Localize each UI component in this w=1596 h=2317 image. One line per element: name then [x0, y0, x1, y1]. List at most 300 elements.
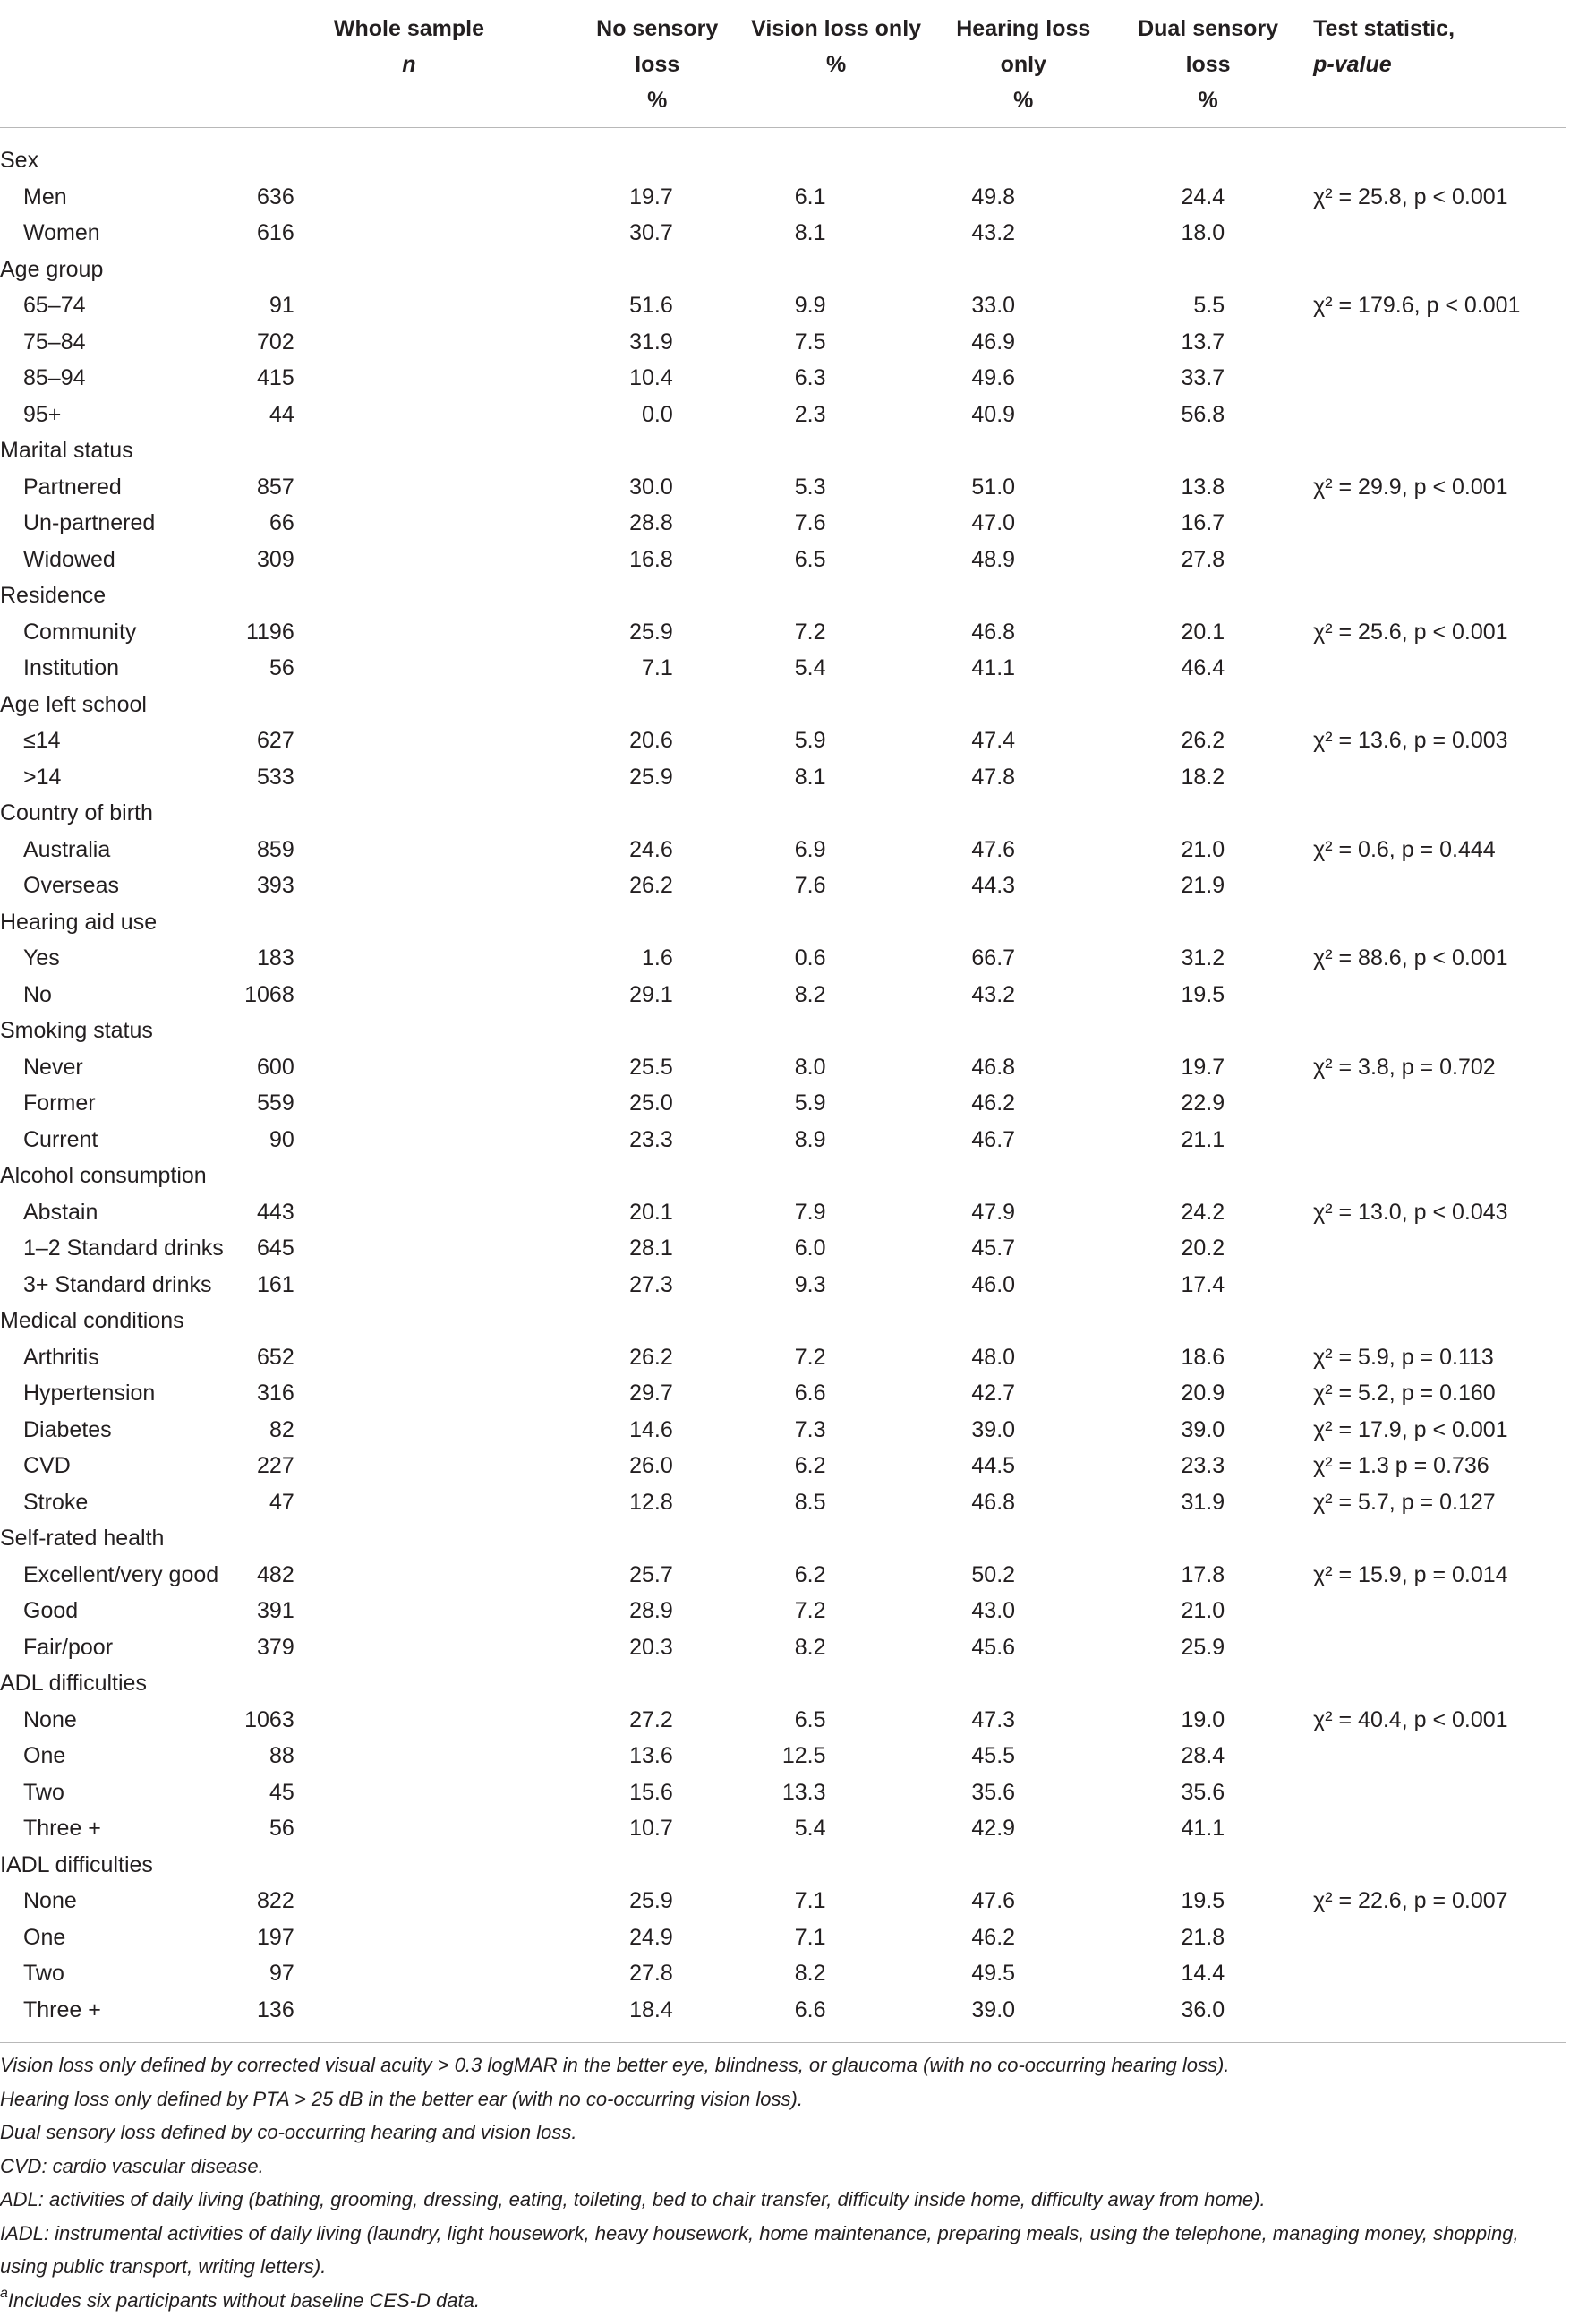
cell-vision-loss-only: 7.2 — [741, 1593, 932, 1629]
cell-dual-sensory-loss: 19.0 — [1115, 1702, 1301, 1739]
row-label: ≤14 — [0, 722, 244, 759]
cell-no-sensory-loss: 31.9 — [574, 324, 741, 361]
cell-dual-sensory-loss: 18.0 — [1115, 215, 1301, 252]
row-label: One — [0, 1919, 244, 1956]
cell-vision-loss-only: 7.6 — [741, 505, 932, 542]
table-row — [0, 1049, 1566, 1086]
cell-no-sensory-loss: 24.9 — [574, 1919, 741, 1956]
cell-dual-sensory-loss: 36.0 — [1115, 1992, 1301, 2043]
group-label: IADL difficulties — [0, 1847, 1566, 1884]
cell-dual-sensory-loss: 20.1 — [1115, 614, 1301, 651]
cell-dual-sensory-loss: 22.9 — [1115, 1085, 1301, 1122]
cell-vision-loss-only: 7.2 — [741, 1339, 932, 1376]
cell-test-statistic: χ² = 29.9, p < 0.001 — [1301, 469, 1566, 506]
table-row — [0, 722, 1566, 759]
cell-dual-sensory-loss: 18.2 — [1115, 759, 1301, 796]
cell-hearing-loss-only: 35.6 — [931, 1774, 1115, 1811]
table-row — [0, 1883, 1566, 1919]
cell-vision-loss-only: 7.9 — [741, 1194, 932, 1231]
cell-no-sensory-loss: 16.8 — [574, 542, 741, 578]
header-label — [0, 0, 244, 128]
cell-test-statistic: χ² = 17.9, p < 0.001 — [1301, 1412, 1566, 1449]
cell-test-statistic: χ² = 5.7, p = 0.127 — [1301, 1484, 1566, 1521]
table-row — [0, 397, 1566, 433]
cell-hearing-loss-only: 45.7 — [931, 1230, 1115, 1267]
cell-hearing-loss-only: 49.8 — [931, 179, 1115, 216]
group-label: Age left school — [0, 687, 1566, 723]
cell-no-sensory-loss: 27.8 — [574, 1955, 741, 1992]
table-row — [0, 1810, 1566, 1847]
footnote — [0, 2150, 1566, 2184]
cell-test-statistic: χ² = 22.6, p = 0.007 — [1301, 1883, 1566, 1919]
table-row — [0, 505, 1566, 542]
cell-dual-sensory-loss: 18.6 — [1115, 1339, 1301, 1376]
cell-vision-loss-only: 6.3 — [741, 360, 932, 397]
table-row — [0, 1738, 1566, 1774]
cell-vision-loss-only: 0.6 — [741, 940, 932, 977]
cell-dual-sensory-loss: 21.0 — [1115, 832, 1301, 868]
cell-dual-sensory-loss: 31.9 — [1115, 1484, 1301, 1521]
table-row — [0, 1230, 1566, 1267]
cell-test-statistic: χ² = 15.9, p = 0.014 — [1301, 1557, 1566, 1594]
cell-whole-sample: 136 — [244, 1992, 574, 2043]
cell-vision-loss-only: 7.1 — [741, 1883, 932, 1919]
row-label: Three + — [0, 1992, 244, 2043]
cell-dual-sensory-loss: 19.5 — [1115, 977, 1301, 1013]
row-label: None — [0, 1883, 244, 1919]
cell-test-statistic — [1301, 1810, 1566, 1847]
cell-hearing-loss-only: 46.2 — [931, 1085, 1115, 1122]
cell-vision-loss-only: 7.6 — [741, 868, 932, 904]
cell-whole-sample: 56 — [244, 650, 574, 687]
footnote-text: CVD: cardio vascular disease. — [0, 2155, 264, 2177]
cell-vision-loss-only: 7.3 — [741, 1412, 932, 1449]
cell-no-sensory-loss: 14.6 — [574, 1412, 741, 1449]
cell-test-statistic — [1301, 1738, 1566, 1774]
cell-vision-loss-only: 9.9 — [741, 287, 932, 324]
cell-dual-sensory-loss: 21.0 — [1115, 1593, 1301, 1629]
cell-whole-sample: 533 — [244, 759, 574, 796]
cell-no-sensory-loss: 20.3 — [574, 1629, 741, 1666]
cell-hearing-loss-only: 41.1 — [931, 650, 1115, 687]
cell-dual-sensory-loss: 17.4 — [1115, 1267, 1301, 1304]
cell-hearing-loss-only: 46.7 — [931, 1122, 1115, 1158]
row-label: 3+ Standard drinks — [0, 1267, 244, 1304]
group-row — [0, 1013, 1566, 1049]
cell-hearing-loss-only: 33.0 — [931, 287, 1115, 324]
cell-whole-sample: 88 — [244, 1738, 574, 1774]
header-hearing-loss-only: Hearing loss only % — [931, 0, 1115, 128]
cell-no-sensory-loss: 27.2 — [574, 1702, 741, 1739]
cell-no-sensory-loss: 10.4 — [574, 360, 741, 397]
footnotes — [0, 2048, 1566, 2317]
cell-test-statistic: χ² = 3.8, p = 0.702 — [1301, 1049, 1566, 1086]
cell-test-statistic — [1301, 977, 1566, 1013]
table-row — [0, 1593, 1566, 1629]
table-row — [0, 1955, 1566, 1992]
group-label: ADL difficulties — [0, 1665, 1566, 1702]
cell-test-statistic — [1301, 1774, 1566, 1811]
cell-no-sensory-loss: 15.6 — [574, 1774, 741, 1811]
cell-whole-sample: 379 — [244, 1629, 574, 1666]
row-label: Two — [0, 1955, 244, 1992]
cell-vision-loss-only: 6.2 — [741, 1557, 932, 1594]
cell-dual-sensory-loss: 28.4 — [1115, 1738, 1301, 1774]
cell-test-statistic — [1301, 397, 1566, 433]
table-row — [0, 1339, 1566, 1376]
cell-no-sensory-loss: 30.0 — [574, 469, 741, 506]
cell-dual-sensory-loss: 35.6 — [1115, 1774, 1301, 1811]
cell-no-sensory-loss: 0.0 — [574, 397, 741, 433]
cell-whole-sample: 857 — [244, 469, 574, 506]
footnote-text: ADL: activities of daily living (bathing, grooming, dressing, eating, toileting, bed to chair transfer, difficulty inside home, difficulty away from home). — [0, 2188, 1266, 2210]
row-label: 65–74 — [0, 287, 244, 324]
cell-no-sensory-loss: 28.1 — [574, 1230, 741, 1267]
cell-dual-sensory-loss: 13.8 — [1115, 469, 1301, 506]
group-label: Country of birth — [0, 795, 1566, 832]
cell-no-sensory-loss: 20.1 — [574, 1194, 741, 1231]
table-row — [0, 1122, 1566, 1158]
table-row — [0, 614, 1566, 651]
cell-test-statistic: χ² = 13.0, p < 0.043 — [1301, 1194, 1566, 1231]
cell-whole-sample: 559 — [244, 1085, 574, 1122]
cell-test-statistic — [1301, 1230, 1566, 1267]
table-row — [0, 1919, 1566, 1956]
cell-whole-sample: 600 — [244, 1049, 574, 1086]
row-label: Widowed — [0, 542, 244, 578]
row-label: Stroke — [0, 1484, 244, 1521]
cell-test-statistic: χ² = 5.2, p = 0.160 — [1301, 1375, 1566, 1412]
cell-test-statistic — [1301, 1085, 1566, 1122]
cell-vision-loss-only: 5.9 — [741, 722, 932, 759]
row-label: Diabetes — [0, 1412, 244, 1449]
row-label: Un-partnered — [0, 505, 244, 542]
cell-hearing-loss-only: 44.5 — [931, 1448, 1115, 1484]
cell-dual-sensory-loss: 24.2 — [1115, 1194, 1301, 1231]
cell-no-sensory-loss: 28.9 — [574, 1593, 741, 1629]
cell-test-statistic — [1301, 1122, 1566, 1158]
cell-whole-sample: 197 — [244, 1919, 574, 1956]
cell-test-statistic: χ² = 1.3 p = 0.736 — [1301, 1448, 1566, 1484]
cell-whole-sample: 1196 — [244, 614, 574, 651]
cell-vision-loss-only: 5.3 — [741, 469, 932, 506]
row-label: Yes — [0, 940, 244, 977]
cell-test-statistic: χ² = 88.6, p < 0.001 — [1301, 940, 1566, 977]
cell-no-sensory-loss: 25.9 — [574, 759, 741, 796]
header-no-sensory-loss: No sensory loss % — [574, 0, 741, 128]
cell-no-sensory-loss: 10.7 — [574, 1810, 741, 1847]
cell-dual-sensory-loss: 33.7 — [1115, 360, 1301, 397]
cell-whole-sample: 645 — [244, 1230, 574, 1267]
cell-dual-sensory-loss: 46.4 — [1115, 650, 1301, 687]
header-dual-sensory-loss: Dual sensory loss % — [1115, 0, 1301, 128]
table-row — [0, 1992, 1566, 2043]
cell-hearing-loss-only: 47.8 — [931, 759, 1115, 796]
cell-no-sensory-loss: 51.6 — [574, 287, 741, 324]
row-label: Overseas — [0, 868, 244, 904]
group-label: Hearing aid use — [0, 904, 1566, 941]
cell-vision-loss-only: 2.3 — [741, 397, 932, 433]
footnote-text: Hearing loss only defined by PTA > 25 dB in the better ear (with no co-occurring vision loss). — [0, 2088, 803, 2110]
header-vision-loss-only: Vision loss only % — [741, 0, 932, 128]
cell-vision-loss-only: 5.4 — [741, 1810, 932, 1847]
cell-test-statistic — [1301, 1992, 1566, 2043]
cell-vision-loss-only: 6.2 — [741, 1448, 932, 1484]
cell-vision-loss-only: 12.5 — [741, 1738, 932, 1774]
cell-hearing-loss-only: 48.0 — [931, 1339, 1115, 1376]
group-label: Self-rated health — [0, 1520, 1566, 1557]
table-row — [0, 542, 1566, 578]
group-row — [0, 1303, 1566, 1339]
group-label: Smoking status — [0, 1013, 1566, 1049]
cell-vision-loss-only: 8.2 — [741, 1629, 932, 1666]
footnote — [0, 2284, 1566, 2317]
row-label: Never — [0, 1049, 244, 1086]
cell-no-sensory-loss: 20.6 — [574, 722, 741, 759]
row-label: Former — [0, 1085, 244, 1122]
cell-dual-sensory-loss: 17.8 — [1115, 1557, 1301, 1594]
table-row — [0, 1267, 1566, 1304]
cell-no-sensory-loss: 29.7 — [574, 1375, 741, 1412]
table-row — [0, 287, 1566, 324]
group-row — [0, 432, 1566, 469]
cell-hearing-loss-only: 46.8 — [931, 1484, 1115, 1521]
footnote-text: Vision loss only defined by corrected visual acuity > 0.3 logMAR in the better eye, blindness, or glaucoma (with no co-occurring hearing loss). — [0, 2054, 1229, 2076]
cell-vision-loss-only: 6.0 — [741, 1230, 932, 1267]
cell-dual-sensory-loss: 31.2 — [1115, 940, 1301, 977]
cell-hearing-loss-only: 46.0 — [931, 1267, 1115, 1304]
row-label: Arthritis — [0, 1339, 244, 1376]
cell-dual-sensory-loss: 41.1 — [1115, 1810, 1301, 1847]
row-label: 95+ — [0, 397, 244, 433]
cell-whole-sample: 91 — [244, 287, 574, 324]
row-label: Good — [0, 1593, 244, 1629]
row-label: Hypertension — [0, 1375, 244, 1412]
footnote-text: IADL: instrumental activities of daily living (laundry, light housework, heavy housework, home maintenance, preparing meals, using the telephone, managing money, shopping, using public transport, writing letters). — [0, 2222, 1519, 2279]
table-row — [0, 1448, 1566, 1484]
row-label: Institution — [0, 650, 244, 687]
row-label: No — [0, 977, 244, 1013]
cell-hearing-loss-only: 50.2 — [931, 1557, 1115, 1594]
group-row — [0, 687, 1566, 723]
cell-whole-sample: 44 — [244, 397, 574, 433]
cell-test-statistic — [1301, 1955, 1566, 1992]
cell-whole-sample: 47 — [244, 1484, 574, 1521]
row-label: Women — [0, 215, 244, 252]
footnote — [0, 2217, 1566, 2284]
cell-hearing-loss-only: 51.0 — [931, 469, 1115, 506]
cell-no-sensory-loss: 26.2 — [574, 1339, 741, 1376]
cell-test-statistic — [1301, 1629, 1566, 1666]
table-row — [0, 1629, 1566, 1666]
cell-whole-sample: 66 — [244, 505, 574, 542]
row-label: >14 — [0, 759, 244, 796]
cell-vision-loss-only: 5.4 — [741, 650, 932, 687]
cell-hearing-loss-only: 43.2 — [931, 215, 1115, 252]
cell-no-sensory-loss: 24.6 — [574, 832, 741, 868]
cell-vision-loss-only: 9.3 — [741, 1267, 932, 1304]
cell-dual-sensory-loss: 24.4 — [1115, 179, 1301, 216]
cell-hearing-loss-only: 40.9 — [931, 397, 1115, 433]
cell-hearing-loss-only: 45.6 — [931, 1629, 1115, 1666]
cell-whole-sample: 1063 — [244, 1702, 574, 1739]
table-row — [0, 215, 1566, 252]
cell-hearing-loss-only: 66.7 — [931, 940, 1115, 977]
row-label: Abstain — [0, 1194, 244, 1231]
table-row — [0, 650, 1566, 687]
row-label: None — [0, 1702, 244, 1739]
footnote — [0, 2082, 1566, 2116]
cell-vision-loss-only: 7.5 — [741, 324, 932, 361]
cell-vision-loss-only: 8.1 — [741, 215, 932, 252]
cell-hearing-loss-only: 42.7 — [931, 1375, 1115, 1412]
cell-hearing-loss-only: 44.3 — [931, 868, 1115, 904]
group-row — [0, 252, 1566, 288]
cell-test-statistic: χ² = 179.6, p < 0.001 — [1301, 287, 1566, 324]
cell-hearing-loss-only: 43.0 — [931, 1593, 1115, 1629]
cell-hearing-loss-only: 42.9 — [931, 1810, 1115, 1847]
cell-dual-sensory-loss: 21.8 — [1115, 1919, 1301, 1956]
cell-vision-loss-only: 6.5 — [741, 542, 932, 578]
cell-test-statistic — [1301, 759, 1566, 796]
cell-test-statistic — [1301, 215, 1566, 252]
cell-hearing-loss-only: 49.5 — [931, 1955, 1115, 1992]
cell-no-sensory-loss: 18.4 — [574, 1992, 741, 2043]
table-row — [0, 1412, 1566, 1449]
cell-hearing-loss-only: 47.6 — [931, 1883, 1115, 1919]
table-row — [0, 179, 1566, 216]
cell-vision-loss-only: 7.1 — [741, 1919, 932, 1956]
cell-test-statistic: χ² = 25.8, p < 0.001 — [1301, 179, 1566, 216]
cell-whole-sample: 45 — [244, 1774, 574, 1811]
cell-hearing-loss-only: 47.0 — [931, 505, 1115, 542]
cell-dual-sensory-loss: 39.0 — [1115, 1412, 1301, 1449]
cell-vision-loss-only: 8.9 — [741, 1122, 932, 1158]
cell-dual-sensory-loss: 26.2 — [1115, 722, 1301, 759]
cell-whole-sample: 316 — [244, 1375, 574, 1412]
cell-no-sensory-loss: 26.0 — [574, 1448, 741, 1484]
group-row — [0, 128, 1566, 179]
group-row — [0, 1665, 1566, 1702]
cell-no-sensory-loss: 29.1 — [574, 977, 741, 1013]
cell-dual-sensory-loss: 14.4 — [1115, 1955, 1301, 1992]
cell-no-sensory-loss: 28.8 — [574, 505, 741, 542]
cell-vision-loss-only: 7.2 — [741, 614, 932, 651]
cell-no-sensory-loss: 30.7 — [574, 215, 741, 252]
cell-hearing-loss-only: 43.2 — [931, 977, 1115, 1013]
cell-hearing-loss-only: 47.3 — [931, 1702, 1115, 1739]
cell-test-statistic: χ² = 25.6, p < 0.001 — [1301, 614, 1566, 651]
cell-no-sensory-loss: 13.6 — [574, 1738, 741, 1774]
cell-dual-sensory-loss: 16.7 — [1115, 505, 1301, 542]
table-row — [0, 1557, 1566, 1594]
cell-vision-loss-only: 6.5 — [741, 1702, 932, 1739]
cell-test-statistic — [1301, 1919, 1566, 1956]
cell-no-sensory-loss: 19.7 — [574, 179, 741, 216]
cell-whole-sample: 616 — [244, 215, 574, 252]
table-row — [0, 759, 1566, 796]
cell-whole-sample: 443 — [244, 1194, 574, 1231]
row-label: CVD — [0, 1448, 244, 1484]
row-label: Men — [0, 179, 244, 216]
cell-hearing-loss-only: 47.9 — [931, 1194, 1115, 1231]
table-row — [0, 1774, 1566, 1811]
cell-whole-sample: 859 — [244, 832, 574, 868]
row-label: Three + — [0, 1810, 244, 1847]
cell-vision-loss-only: 8.2 — [741, 1955, 932, 1992]
cell-no-sensory-loss: 25.0 — [574, 1085, 741, 1122]
group-row — [0, 795, 1566, 832]
row-label: Two — [0, 1774, 244, 1811]
footnote — [0, 2183, 1566, 2217]
cell-dual-sensory-loss: 5.5 — [1115, 287, 1301, 324]
row-label: 85–94 — [0, 360, 244, 397]
cell-vision-loss-only: 8.0 — [741, 1049, 932, 1086]
cell-dual-sensory-loss: 23.3 — [1115, 1448, 1301, 1484]
table-row — [0, 977, 1566, 1013]
cell-whole-sample: 90 — [244, 1122, 574, 1158]
cell-vision-loss-only: 6.6 — [741, 1375, 932, 1412]
cell-dual-sensory-loss: 20.2 — [1115, 1230, 1301, 1267]
row-label: Australia — [0, 832, 244, 868]
cell-vision-loss-only: 13.3 — [741, 1774, 932, 1811]
cell-hearing-loss-only: 47.6 — [931, 832, 1115, 868]
cell-no-sensory-loss: 25.9 — [574, 614, 741, 651]
cell-hearing-loss-only: 49.6 — [931, 360, 1115, 397]
cell-dual-sensory-loss: 27.8 — [1115, 542, 1301, 578]
cell-test-statistic: χ² = 0.6, p = 0.444 — [1301, 832, 1566, 868]
cell-dual-sensory-loss: 19.7 — [1115, 1049, 1301, 1086]
footnotes-row — [0, 2048, 1566, 2317]
cell-no-sensory-loss: 7.1 — [574, 650, 741, 687]
cell-dual-sensory-loss: 25.9 — [1115, 1629, 1301, 1666]
table-row — [0, 1702, 1566, 1739]
table-row — [0, 360, 1566, 397]
cell-hearing-loss-only: 46.9 — [931, 324, 1115, 361]
cell-dual-sensory-loss: 21.1 — [1115, 1122, 1301, 1158]
cell-test-statistic: χ² = 5.9, p = 0.113 — [1301, 1339, 1566, 1376]
cell-no-sensory-loss: 25.7 — [574, 1557, 741, 1594]
table-body — [0, 128, 1566, 2043]
header-test-statistic: Test statistic, p-value — [1301, 0, 1566, 128]
cell-vision-loss-only: 5.9 — [741, 1085, 932, 1122]
cell-whole-sample: 161 — [244, 1267, 574, 1304]
cell-whole-sample: 56 — [244, 1810, 574, 1847]
cell-no-sensory-loss: 12.8 — [574, 1484, 741, 1521]
cell-test-statistic — [1301, 868, 1566, 904]
cell-dual-sensory-loss: 56.8 — [1115, 397, 1301, 433]
group-row — [0, 577, 1566, 614]
cell-test-statistic — [1301, 1593, 1566, 1629]
table-row — [0, 469, 1566, 506]
cell-whole-sample: 415 — [244, 360, 574, 397]
table-row — [0, 1194, 1566, 1231]
cell-dual-sensory-loss: 19.5 — [1115, 1883, 1301, 1919]
cell-no-sensory-loss: 1.6 — [574, 940, 741, 977]
cell-test-statistic — [1301, 650, 1566, 687]
cell-no-sensory-loss: 27.3 — [574, 1267, 741, 1304]
footnote-marker: a — [0, 2286, 8, 2301]
cell-test-statistic — [1301, 360, 1566, 397]
cell-hearing-loss-only: 48.9 — [931, 542, 1115, 578]
table-row — [0, 1085, 1566, 1122]
group-label: Age group — [0, 252, 1566, 288]
row-label: 75–84 — [0, 324, 244, 361]
cell-vision-loss-only: 6.6 — [741, 1992, 932, 2043]
cell-test-statistic — [1301, 542, 1566, 578]
cell-hearing-loss-only: 47.4 — [931, 722, 1115, 759]
cell-dual-sensory-loss: 21.9 — [1115, 868, 1301, 904]
